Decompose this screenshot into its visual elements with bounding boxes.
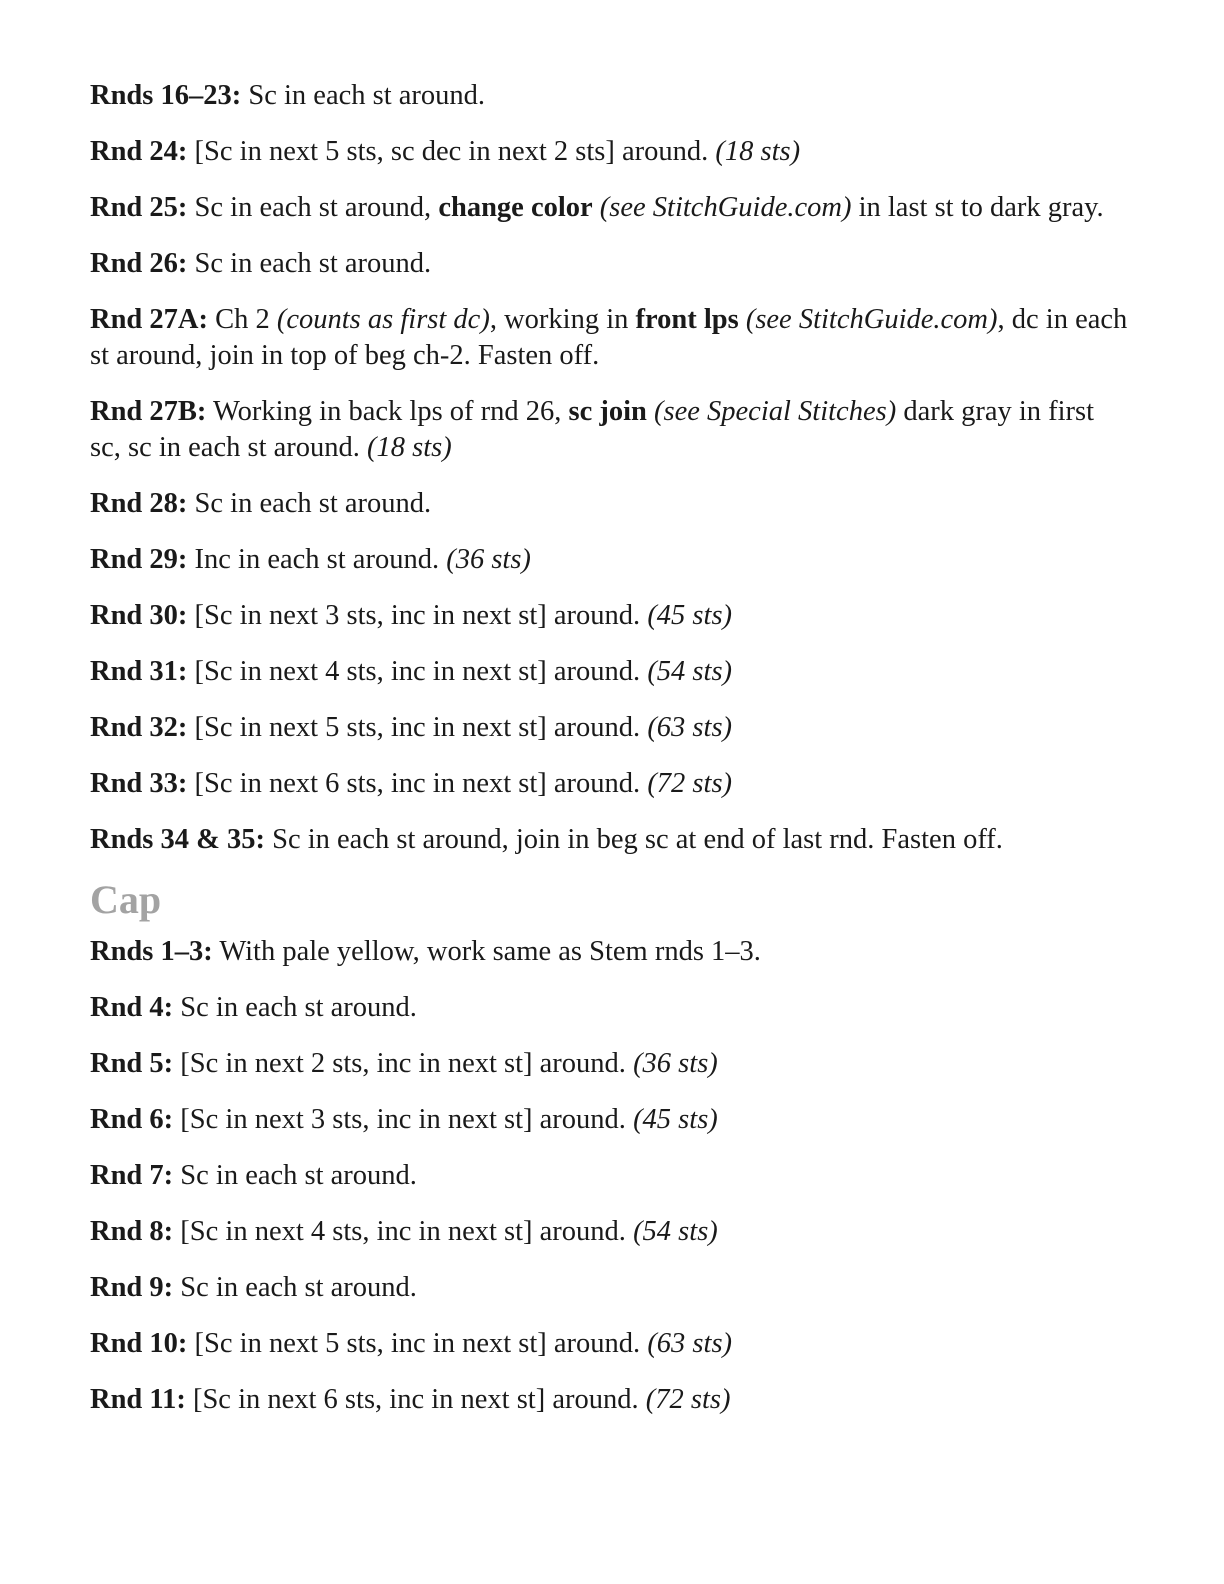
stitch-note: (18 sts) [715, 136, 801, 167]
stitch-note: (54 sts) [647, 656, 733, 687]
cap-heading: Cap [90, 877, 162, 922]
round-text [593, 192, 600, 223]
round-text: Ch 2 [207, 304, 277, 335]
stitch-note: (18 sts) [367, 432, 452, 463]
round-text: Working in back lps of rnd 26, [206, 396, 569, 427]
round-label: Rnd 32: [90, 712, 188, 743]
round-label: Rnd 4: [90, 992, 174, 1023]
stem-round-instruction [90, 190, 1130, 226]
stitch-note: (72 sts) [647, 768, 733, 799]
round-label: Rnd 25: [90, 192, 188, 223]
round-text: [Sc in next 4 sts, inc in next st] around. [173, 1216, 634, 1247]
stem-round-instruction [90, 78, 1130, 114]
document-page [90, 78, 1130, 1438]
cap-round-instruction [90, 1102, 1130, 1138]
stem-round-instruction [90, 246, 1130, 282]
stitch-note: (see StitchGuide.com) [745, 304, 998, 335]
cap-round-instruction [90, 1270, 1130, 1306]
cap-round-instruction [90, 1046, 1130, 1082]
round-text: , working in [489, 304, 636, 335]
round-label: Rnds 16–23: [90, 80, 242, 111]
cap-round-instruction [90, 990, 1130, 1026]
round-label: Rnds 34 & 35: [90, 824, 265, 855]
round-text: Sc in each st around, join in beg sc at end of last rnd. Fasten off. [264, 824, 1003, 855]
round-text: [Sc in next 6 sts, inc in next st] around. [187, 768, 648, 799]
stem-round-instruction [90, 394, 1130, 466]
stitch-note: (63 sts) [647, 712, 733, 743]
round-label: Rnd 28: [90, 488, 188, 519]
round-text: Sc in each st around, [187, 192, 439, 223]
round-label: change color [438, 192, 593, 223]
cap-round-instruction [90, 1382, 1130, 1418]
round-text: [Sc in next 5 sts, inc in next st] around. [187, 1328, 648, 1359]
round-text: dark gray in first sc, sc in each st around. [90, 396, 1095, 463]
stitch-note: (see Special Stitches) [654, 396, 897, 427]
round-text: [Sc in next 2 sts, inc in next st] around. [173, 1048, 634, 1079]
round-label: Rnd 30: [90, 600, 188, 631]
round-text: [Sc in next 5 sts, inc in next st] around. [187, 712, 648, 743]
round-text: Sc in each st around. [173, 1272, 417, 1303]
stitch-note: (36 sts) [446, 544, 531, 575]
round-text: [Sc in next 3 sts, inc in next st] around. [173, 1104, 634, 1135]
stitch-note: (72 sts) [645, 1384, 731, 1415]
cap-round-instruction [90, 934, 1130, 970]
round-text [739, 304, 746, 335]
round-text: Inc in each st around. [187, 544, 447, 575]
round-label: Rnd 11: [90, 1384, 186, 1415]
stem-round-instruction [90, 486, 1130, 522]
stitch-note: (45 sts) [647, 600, 733, 631]
round-label: Rnd 5: [90, 1048, 174, 1079]
round-text: Sc in each st around. [173, 992, 417, 1023]
round-text: Sc in each st around. [241, 80, 486, 111]
stem-round-instruction [90, 302, 1130, 374]
round-label: Rnd 27A: [90, 304, 208, 335]
stem-round-instruction [90, 134, 1130, 170]
round-label: Rnd 31: [90, 656, 188, 687]
round-label: Rnd 6: [90, 1104, 174, 1135]
round-label: Rnds 1–3: [90, 936, 213, 967]
round-label: sc join [568, 396, 647, 427]
round-label: Rnd 7: [90, 1160, 174, 1191]
round-text: [Sc in next 3 sts, inc in next st] around. [187, 600, 648, 631]
round-label: Rnd 9: [90, 1272, 174, 1303]
round-label: front lps [635, 304, 739, 335]
cap-round-instruction [90, 1326, 1130, 1362]
stem-round-instruction [90, 598, 1130, 634]
round-text [647, 396, 654, 427]
stem-rounds-section [90, 78, 1130, 858]
cap-round-instruction [90, 1158, 1130, 1194]
stem-round-instruction [90, 822, 1130, 858]
round-text: Sc in each st around. [187, 488, 432, 519]
stitch-note: (36 sts) [633, 1048, 718, 1079]
stem-round-instruction [90, 766, 1130, 802]
round-label: Rnd 24: [90, 136, 188, 167]
stem-round-instruction [90, 542, 1130, 578]
stitch-note: (counts as first dc) [276, 304, 490, 335]
round-text: [Sc in next 5 sts, sc dec in next 2 sts] around. [187, 136, 716, 167]
round-label: Rnd 10: [90, 1328, 188, 1359]
round-label: Rnd 29: [90, 544, 188, 575]
round-label: Rnd 8: [90, 1216, 174, 1247]
round-label: Rnd 33: [90, 768, 188, 799]
stitch-note: (63 sts) [647, 1328, 733, 1359]
round-label: Rnd 26: [90, 248, 188, 279]
round-label: Rnd 27B: [90, 396, 207, 427]
round-text: in last st to dark gray. [851, 192, 1104, 223]
cap-round-instruction [90, 1214, 1130, 1250]
cap-rounds-section [90, 934, 1130, 1418]
round-text: [Sc in next 4 sts, inc in next st] around. [187, 656, 648, 687]
round-text: Sc in each st around. [187, 248, 432, 279]
round-text: [Sc in next 6 sts, inc in next st] around. [185, 1384, 646, 1415]
stitch-note: (54 sts) [633, 1216, 718, 1247]
stitch-note: (see StitchGuide.com) [599, 192, 852, 223]
round-text: With pale yellow, work same as Stem rnds 1–3. [212, 936, 761, 967]
round-text: , dc in each st around, join in top of beg ch-2. Fasten off. [90, 304, 1128, 371]
stitch-note: (45 sts) [633, 1104, 718, 1135]
stem-round-instruction [90, 710, 1130, 746]
stem-round-instruction [90, 654, 1130, 690]
round-text: Sc in each st around. [173, 1160, 417, 1191]
